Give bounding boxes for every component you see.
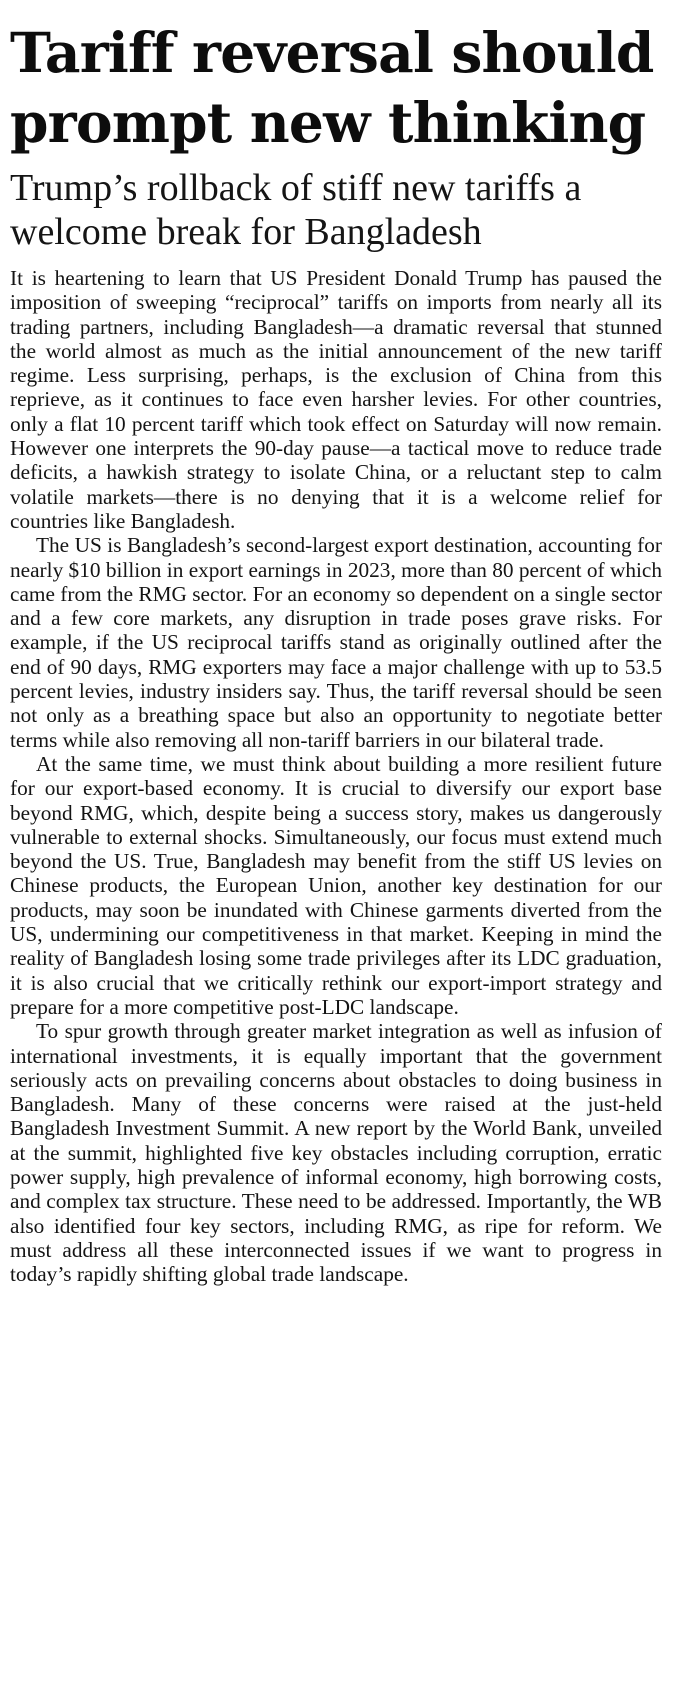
headline: Tariff reversal should prompt new thinking — [10, 20, 654, 155]
paragraph-1: It is heartening to learn that US President Donald Trump has paused the imposition of sweeping “reciprocal” tariffs on imports from nearly all its trading partners, including Bangladesh—a dramatic reversal that stunned the world almost as much as the initial announcement of the new tariff regime. Less surprising, perhaps, is the exclusion of China from this reprieve, as it continues to face even harsher levies. For other countries, only a flat 10 percent tariff which took effect on Saturday will now remain. However one interprets the 90-day pause—a tactical move to reduce trade deficits, a hawkish strategy to isolate China, or a reluctant step to calm volatile markets—there is no denying that it is a welcome relief for countries like Bangladesh. — [10, 266, 662, 533]
subheadline: Trump’s rollback of stiff new tariffs a welcome break for Bangladesh — [10, 167, 582, 253]
paragraph-4: To spur growth through greater market integration as well as infusion of international investments, it is equally important that the government seriously acts on prevailing concerns about obstacles to doing business in Bangladesh. Many of these concerns were raised at the just-held Bangladesh Investment Summit. A new report by the World Bank, unveiled at the summit, highlighted five key obstacles including corruption, erratic power supply, high prevalence of informal economy, high borrowing costs, and complex tax structure. These need to be addressed. Importantly, the WB also identified four key sectors, including RMG, as ripe for reform. We must address all these interconnected issues if we want to progress in today’s rapidly shifting global trade landscape. — [10, 1019, 662, 1287]
paragraph-2: The US is Bangladesh’s second-largest export destination, accounting for nearly $10 billion in export earnings in 2023, more than 80 percent of which came from the RMG sector. For an economy so dependent on a single sector and a few core markets, any disruption in trade poses grave risks. For example, if the US reciprocal tariffs stand as originally outlined after the end of 90 days, RMG exporters may face a major challenge with up to 53.5 percent levies, industry insiders say. Thus, the tariff reversal should be seen not only as a breathing space but also an opportunity to negotiate better terms while also removing all non-tariff barriers in our bilateral trade. — [10, 533, 662, 752]
editorial-article — [10, 18, 662, 1286]
article-body — [10, 266, 662, 1286]
paragraph-3: At the same time, we must think about building a more resilient future for our export-based economy. It is crucial to diversify our export base beyond RMG, which, despite being a success story, makes us dangerously vulnerable to external shocks. Simultaneously, our focus must extend much beyond the US. True, Bangladesh may benefit from the stiff US levies on Chinese products, the European Union, another key destination for our products, may soon be inundated with Chinese garments diverted from the US, undermining our competitiveness in that market. Keeping in mind the reality of Bangladesh losing some trade privileges after its LDC graduation, it is also crucial that we critically rethink our export-import strategy and prepare for a more competitive post-LDC landscape. — [10, 751, 662, 1019]
